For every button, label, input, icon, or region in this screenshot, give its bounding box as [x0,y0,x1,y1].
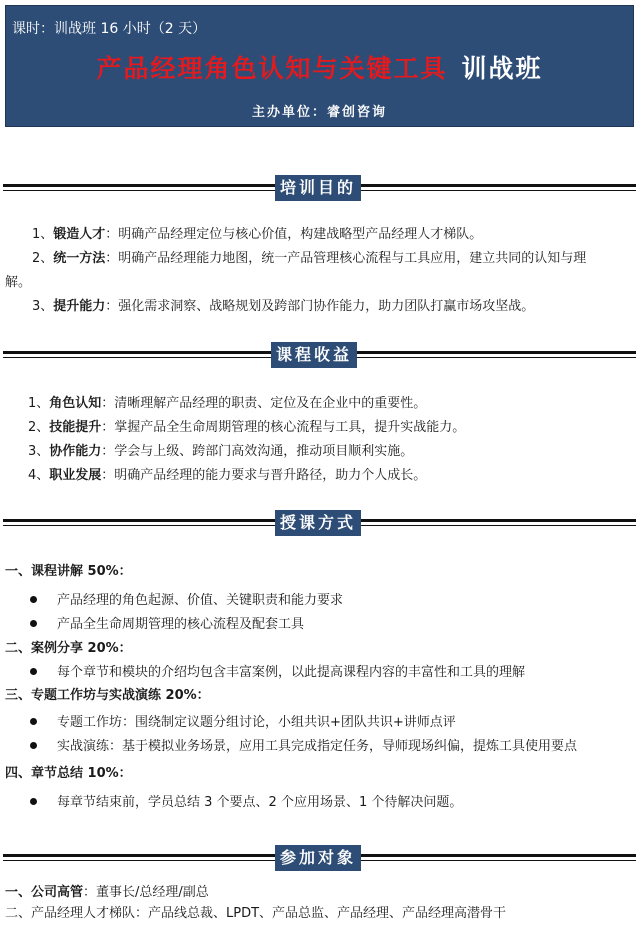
section-objectives [3,175,636,201]
bullet-item: 产品全生命周期管理的核心流程及配套工具 [30,616,304,634]
list-item: 二、产品经理人才梯队：产品线总裁、LPDT、产品总监、产品经理、产品经理高潜骨干 [5,906,507,921]
bullet-item: 实战演练：基于模拟业务场景，应用工具完成指定任务，导师现场纠偏，提炼工具使用要点 [30,738,577,756]
bullet-item: 专题工作坊：围绕制定议题分组讨论，小组共识+团队共识+讲师点评 [30,714,456,732]
section-heading: 参加对象 [275,845,361,871]
list-item: 2、统一方法：明确产品经理能力地图，统一产品管理核心流程与工具应用，建立共同的认知与理 [32,251,587,266]
bullet-item: 每章节结束前，学员总结 3 个要点、2 个应用场景、1 个待解决问题。 [30,794,462,812]
section-heading: 授课方式 [275,510,361,536]
bullet-item: 产品经理的角色起源、价值、关键职责和能力要求 [30,592,343,610]
list-item: 一、公司高管：董事长/总经理/副总 [5,885,209,900]
section-heading: 课程收益 [271,342,357,368]
bullet-icon [30,718,37,725]
section-heading: 培训目的 [275,175,361,201]
bullet-icon [30,620,37,627]
title-row [6,49,633,85]
group-title: 三、专题工作坊与实战演练 20%： [5,688,210,703]
list-item: 1、锻造人才：明确产品经理定位与核心价值，构建战略型产品经理人才梯队。 [32,227,483,242]
bullet-item: 每个章节和模块的介绍均包含丰富案例，以此提高课程内容的丰富性和工具的理解 [30,664,525,682]
list-item: 2、技能提升：掌握产品全生命周期管理的核心流程与工具，提升实战能力。 [28,420,466,435]
course-title: 产品经理角色认知与关键工具 [96,54,448,83]
header-banner [5,5,634,127]
list-item-continuation: 解。 [5,275,32,290]
bullet-icon [30,798,37,805]
section-benefits [3,342,636,368]
bullet-icon [30,742,37,749]
course-duration: 课时：训战班 16 小时（2 天） [12,21,207,37]
course-title-suffix: 训战班 [461,54,543,83]
bullet-icon [30,596,37,603]
organizer: 主办单位：睿创咨询 [251,105,387,120]
section-audience [3,845,636,871]
group-title: 一、课程讲解 50%： [5,564,132,579]
bullet-icon [30,668,37,675]
section-methods [3,510,636,536]
list-item: 3、提升能力：强化需求洞察、战略规划及跨部门协作能力，助力团队打赢市场攻坚战。 [32,299,535,314]
group-title: 二、案例分享 20%： [5,641,132,656]
list-item: 4、职业发展：明确产品经理的能力要求与晋升路径，助力个人成长。 [28,468,427,483]
group-title: 四、章节总结 10%： [5,766,132,781]
list-item: 1、角色认知：清晰理解产品经理的职责、定位及在企业中的重要性。 [28,396,427,411]
list-item: 3、协作能力：学会与上级、跨部门高效沟通，推动项目顺利实施。 [28,444,414,459]
